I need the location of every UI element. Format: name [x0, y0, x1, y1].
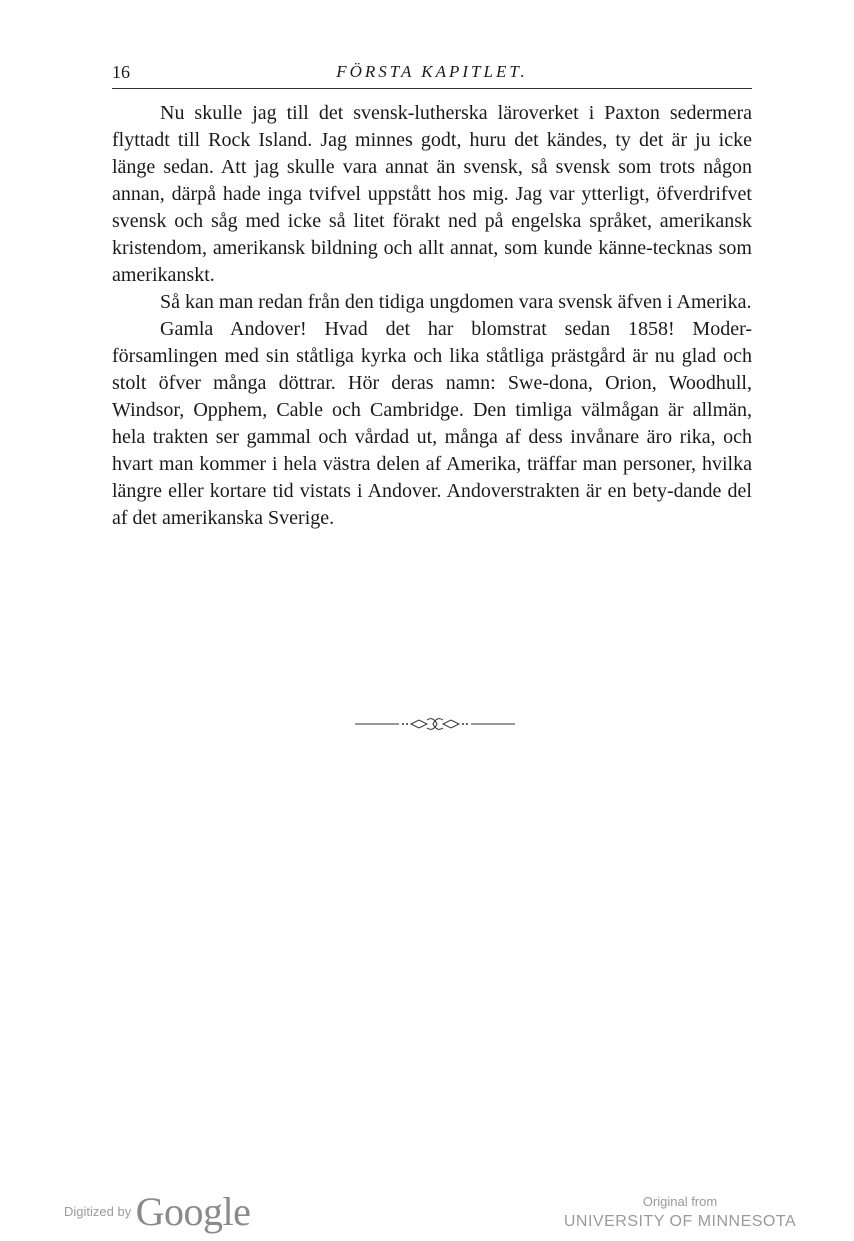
paragraph-1: Nu skulle jag till det svensk-lutherska läroverket i Paxton sedermera flyttadt till Rock Island. Jag minnes godt, huru det kändes, ty det är ju icke länge sedan. Att jag skulle vara annat än svensk, så svensk som trots någon annan, därpå hade inga tvifvel uppstått hos mig. Jag var ytterligt, öfverdrifvet svensk och såg med icke så litet förakt ned på engelska språket, amerikansk kristendom, amerikansk bildning och allt annat, som kunde känne-tecknas som amerikanskt. — [112, 102, 752, 286]
page-header — [112, 58, 752, 89]
institution-name: UNIVERSITY OF MINNESOTA — [563, 1213, 797, 1230]
google-logo: Google — [135, 1189, 251, 1234]
paragraph-3: Gamla Andover! Hvad det har blomstrat sedan 1858! Moder-församlingen med sin ståtliga kyrka och lika ståtliga prästgård är nu glad och stolt öfver många döttrar. Hör deras namn: Swe-dona, Orion, Woodhull, Windsor, Opphem, Cable och Cambridge. Den timliga välmågan är allmän, hela trakten ser gammal och vårdad ut, många af dess invånare äro rika, och hvart man kommer i hela västra delen af Amerika, träffar man personer, hvilka längre eller kortare tid vistats i Andover. Andoverstrakten är en bety-dande del af det amerikanska Sverige. — [112, 318, 752, 529]
digitized-by-label: Digitized by — [64, 1204, 132, 1219]
original-from-block — [560, 1193, 800, 1233]
body-text — [112, 100, 752, 532]
paragraph-2: Så kan man redan från den tidiga ungdomen vara svensk äfven i Amerika. — [160, 291, 752, 313]
page-number: 16 — [112, 62, 130, 82]
digitized-by-google — [64, 1188, 250, 1235]
running-head: FÖRSTA KAPITLET. — [336, 62, 528, 81]
original-from-label: Original from — [642, 1194, 718, 1209]
section-end-ornament — [355, 712, 515, 736]
